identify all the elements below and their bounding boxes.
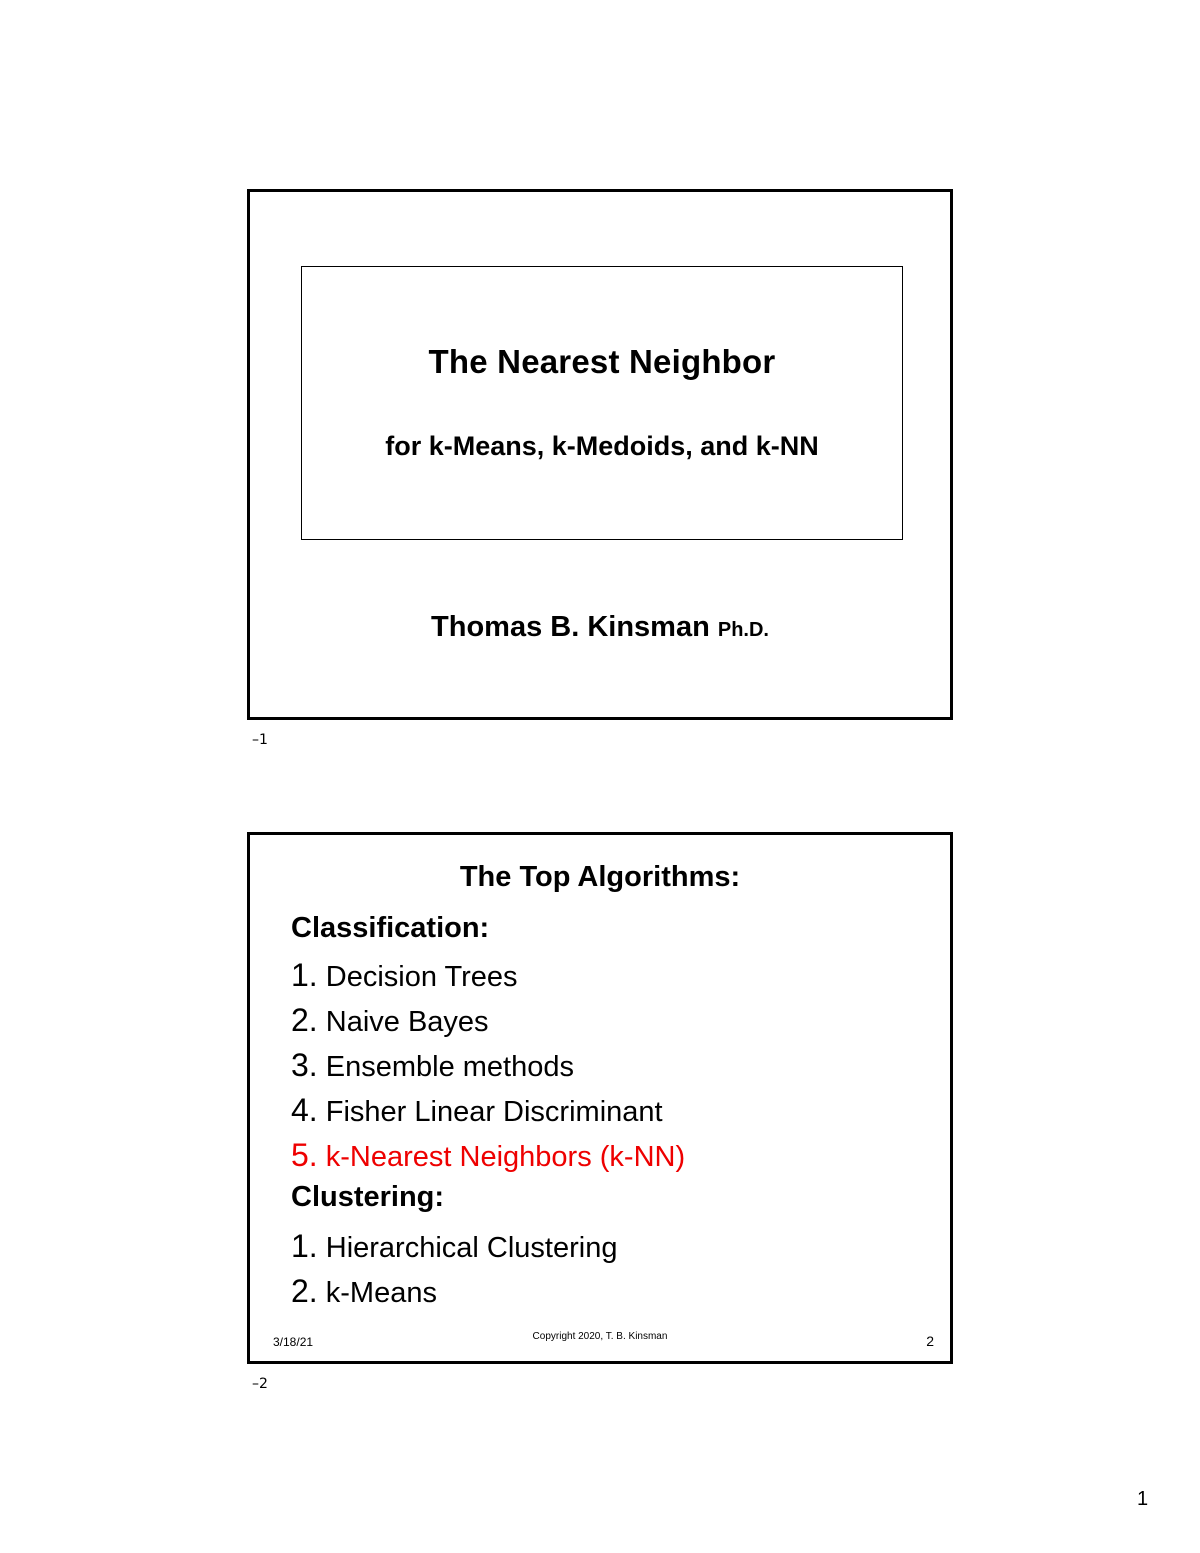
slide-footer-copyright: Copyright 2020, T. B. Kinsman (532, 1331, 668, 1342)
classification-heading: Classification: (291, 912, 490, 944)
page-number: 1 (1137, 1488, 1149, 1510)
item-number: 2. (291, 1273, 318, 1309)
slide-footer-date: 3/18/21 (273, 1335, 314, 1349)
item-text: Decision Trees (325, 961, 518, 993)
author-line (250, 611, 950, 644)
slide-subtitle: for k-Means, k-Medoids, and k-NN (385, 431, 819, 461)
clustering-heading: Clustering: (291, 1181, 445, 1213)
list-item (291, 957, 518, 994)
item-text: Ensemble methods (325, 1051, 574, 1083)
slide-1-label: –1 (252, 732, 268, 748)
list-item (291, 1092, 663, 1129)
slide-1 (247, 189, 953, 720)
item-text: Fisher Linear Discriminant (325, 1096, 663, 1128)
slide-2 (247, 832, 953, 1364)
item-number: 4. (291, 1092, 318, 1128)
author-degree: Ph.D. (717, 619, 769, 641)
slide-title: The Nearest Neighbor (428, 343, 776, 380)
list-item (291, 1228, 617, 1265)
item-text: Hierarchical Clustering (325, 1232, 618, 1264)
slide-2-label: –2 (252, 1376, 268, 1392)
author-name: Thomas B. Kinsman (431, 611, 710, 643)
title-box (301, 266, 903, 540)
list-item (291, 1047, 574, 1084)
item-number: 1. (291, 1228, 318, 1264)
item-text: k-Means (325, 1277, 437, 1309)
item-text: k-Nearest Neighbors (k-NN) (325, 1141, 686, 1173)
slide-footer-page: 2 (926, 1333, 934, 1349)
item-text: Naive Bayes (325, 1006, 489, 1038)
list-item (291, 1002, 489, 1039)
list-item (291, 1273, 437, 1310)
item-number: 1. (291, 957, 318, 993)
list-item-highlighted (291, 1137, 685, 1174)
item-number: 5. (291, 1137, 318, 1173)
slide-heading: The Top Algorithms: (459, 861, 741, 893)
item-number: 2. (291, 1002, 318, 1038)
item-number: 3. (291, 1047, 318, 1083)
